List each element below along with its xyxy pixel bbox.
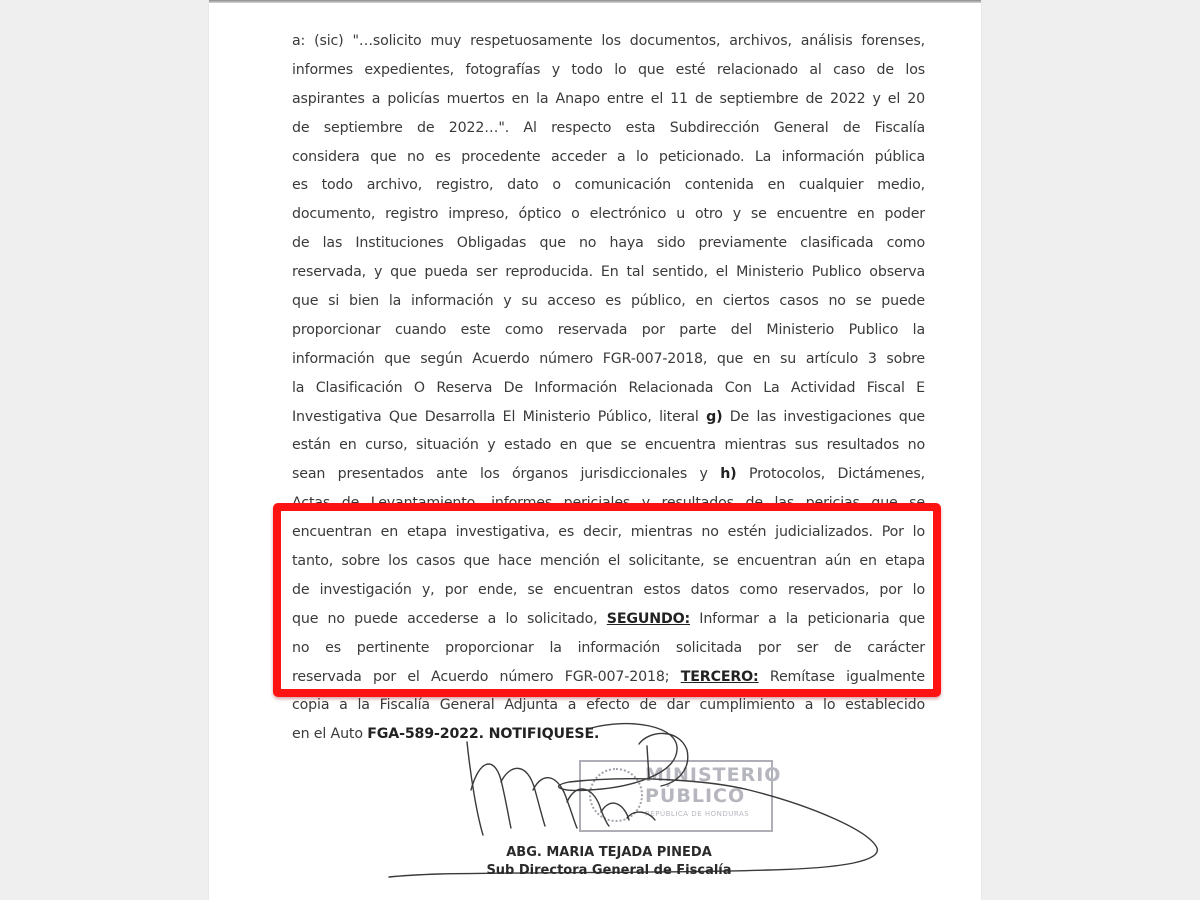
text-line: considera que no es procedente acceder a lo peticionado. La información pública — [292, 148, 925, 165]
signature-block — [209, 720, 981, 900]
text-line — [292, 460, 925, 489]
highlighted-text-line: encuentran en etapa investigativa, es decir, mientras no estén judicializados. Por lo — [292, 524, 925, 541]
stamp-line2: PÚBLICO — [645, 785, 746, 807]
stamp-line1: MINISTERIO — [645, 764, 782, 786]
literal-g-label: g) — [706, 408, 723, 425]
text-line: de las Instituciones Obligadas que no haya sido previamente clasificada como — [292, 235, 925, 252]
text-line: de septiembre de 2022…". Al respecto esta Subdirección General de Fiscalía — [292, 119, 925, 136]
text-line: aspirantes a policías muertos en la Anapo entre el 11 de septiembre de 2022 y el 20 — [292, 90, 925, 107]
text-line: proporcionar cuando este como reservada por parte del Ministerio Publico la — [292, 321, 925, 338]
segundo-label: SEGUNDO: — [606, 610, 691, 627]
text-segment: en el Auto — [292, 726, 368, 743]
text-segment: Investigativa Que Desarrolla El Ministerio Público, literal — [292, 408, 707, 425]
tercero-label: TERCERO: — [680, 668, 759, 685]
text-line: que si bien la información y su acceso es público, en ciertos casos no se puede — [292, 293, 925, 310]
document-page — [209, 0, 981, 900]
text-segment: que no puede accederse a lo solicitado, — [292, 610, 607, 627]
text-line: reservada, y que pueda ser reproducida. En tal sentido, el Ministerio Publico observa — [292, 264, 925, 281]
text-line: están en curso, situación y estado en que se encuentra mientras sus resultados no — [292, 437, 925, 454]
auto-reference: FGA-589-2022. NOTIFIQUESE. — [367, 726, 600, 743]
text-line: información que según Acuerdo número FGR-007-2018, que en su artículo 3 sobre — [292, 350, 925, 367]
highlighted-text-line: tanto, sobre los casos que hace mención el solicitante, se encuentran aún en etapa — [292, 553, 925, 570]
text-line: Actas de Levantamiento, informes periciales y resultados de las pericias que se — [292, 495, 925, 512]
literal-h-label: h) — [720, 466, 737, 483]
highlighted-text-line: no es pertinente proporcionar la información solicitada por ser de carácter — [292, 639, 925, 656]
text-segment: reservada por el Acuerdo número FGR-007-2018; — [292, 668, 681, 685]
stamp-line3: REPÚBLICA DE HONDURAS — [645, 810, 750, 818]
text-segment: De las investigaciones que — [722, 408, 926, 425]
page-top-edge — [209, 0, 981, 3]
text-segment: Informar a la peticionaria que — [690, 610, 926, 627]
text-segment: Protocolos, Dictámenes, — [736, 466, 925, 483]
text-line: a: (sic) "…solicito muy respetuosamente los documentos, archivos, análisis forenses, — [292, 33, 925, 49]
text-segment: sean presentados ante los órganos jurisdiccionales y — [292, 466, 721, 483]
text-line: copia a la Fiscalía General Adjunta a efecto de dar cumplimiento a lo establecido — [292, 697, 925, 714]
highlighted-text-line: de investigación y, por ende, se encuentran estos datos como reservados, por lo — [292, 581, 925, 598]
text-line: es todo archivo, registro, dato o comunicación contenida en cualquier medio, — [292, 177, 925, 194]
text-line: informes expedientes, fotografías y todo lo que esté relacionado al caso de los — [292, 61, 925, 78]
signer-title: Sub Directora General de Fiscalía — [486, 863, 732, 878]
text-segment: Remítase igualmente — [758, 668, 926, 685]
text-line: documento, registro impreso, óptico o electrónico u otro y se encuentre en poder — [292, 206, 925, 223]
red-highlight-box — [273, 503, 941, 697]
signer-name: ABG. MARIA TEJADA PINEDA — [506, 845, 712, 860]
text-line: la Clasificación O Reserva De Información Relacionada Con La Actividad Fiscal E — [292, 379, 925, 396]
text-line — [292, 403, 925, 432]
